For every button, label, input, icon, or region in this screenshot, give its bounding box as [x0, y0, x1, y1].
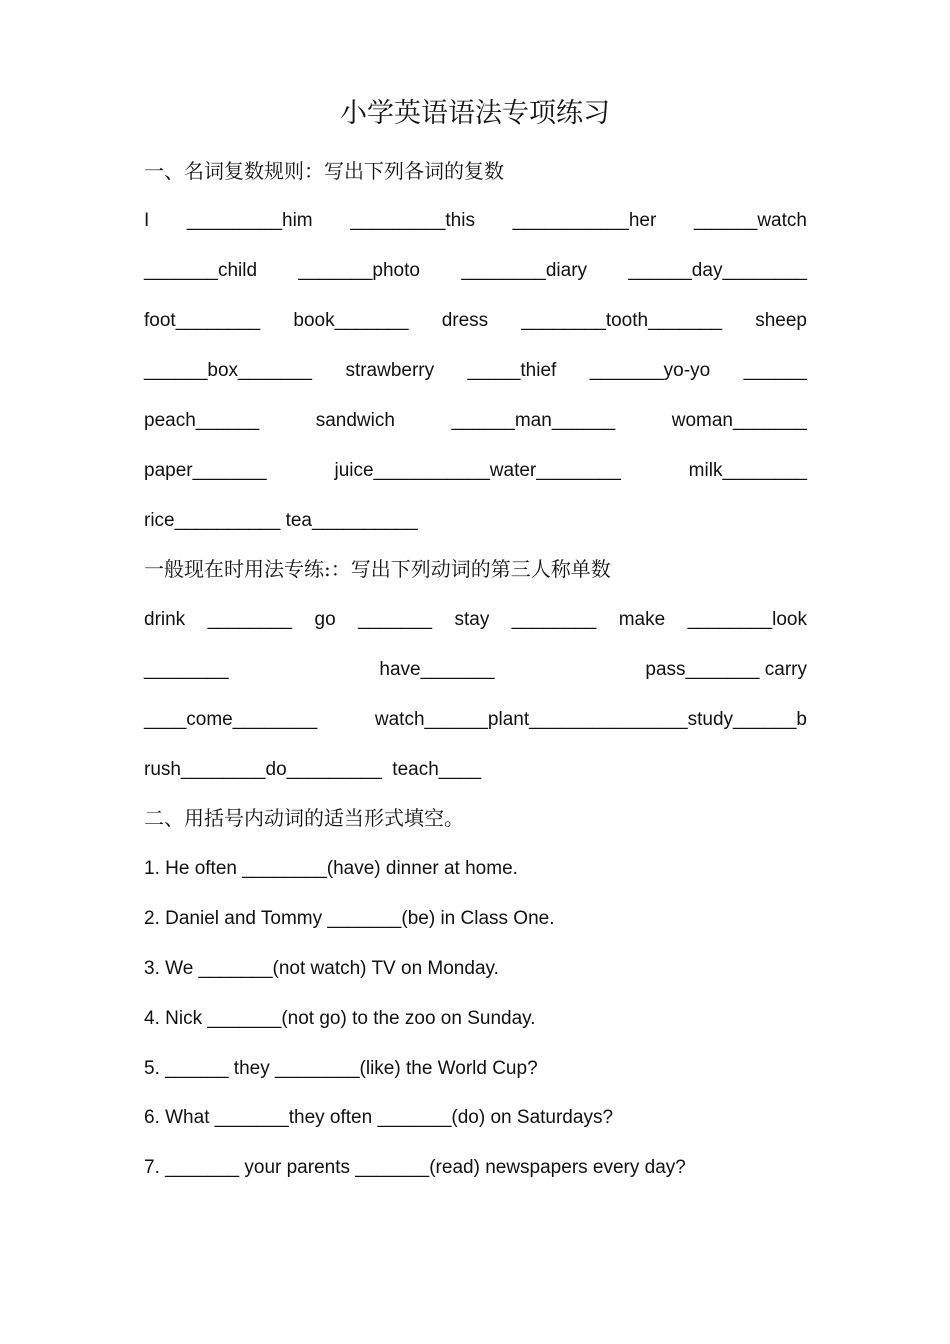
question-item	[144, 1104, 807, 1132]
word-blank: have_______	[379, 659, 495, 680]
exercise-row	[144, 656, 807, 684]
word-blank: make	[618, 609, 666, 630]
exercise-row	[144, 457, 807, 485]
word-blank: dress	[441, 310, 489, 331]
question-item	[144, 1154, 807, 1182]
exercise-row	[144, 756, 807, 784]
word-blank: _______photo	[298, 260, 420, 281]
word-blank: juice___________water________	[334, 460, 621, 481]
word-blank: paper_______	[144, 460, 267, 481]
exercise-row	[144, 507, 807, 535]
question-item	[144, 955, 807, 983]
question-item	[144, 855, 807, 883]
word-blank: _______child	[144, 260, 258, 281]
exercise-row	[144, 407, 807, 435]
exercise-row	[144, 706, 807, 734]
question-item	[144, 1005, 807, 1033]
question-item	[144, 905, 807, 933]
word-blank: peach______	[144, 410, 260, 431]
question-text: 6. What _______they often _______(do) on Saturdays?	[144, 1107, 614, 1128]
word-blank: ________look	[687, 609, 807, 630]
exercise-row	[144, 257, 807, 285]
word-blank: ______watch	[693, 210, 807, 231]
word-blank: _______yo-yo	[589, 360, 711, 381]
question-text: 1. He often ________(have) dinner at home.	[144, 858, 518, 879]
word-blank: ______day________	[628, 260, 807, 281]
word-blank: ________tooth_______	[521, 310, 723, 331]
word-blank: ________	[511, 609, 597, 630]
word-blank: book_______	[293, 310, 409, 331]
word-blank: woman_______	[671, 410, 807, 431]
word-blank: watch______plant_______________study______b	[374, 709, 807, 730]
word-blank: ______box_______	[144, 360, 313, 381]
word-blank: ________	[207, 609, 293, 630]
word-blank: ____come________	[144, 709, 318, 730]
word-blank: milk________	[688, 460, 807, 481]
word-blank: ________	[144, 659, 229, 680]
question-text: 2. Daniel and Tommy _______(be) in Class One.	[144, 908, 555, 929]
section-heading-plural-nouns: 一、名词复数规则：写出下列各词的复数	[144, 159, 504, 183]
word-blank: strawberry	[345, 360, 435, 381]
word-blank: ________diary	[461, 260, 588, 281]
word-blank: ______man______	[451, 410, 616, 431]
page-title: 小学英语语法专项练习	[340, 98, 610, 129]
word-blank: I	[144, 210, 150, 231]
word-blank: _______	[358, 609, 433, 630]
word-blank: pass_______ carry	[645, 659, 807, 680]
section-heading-verb-forms: 二、用括号内动词的适当形式填空。	[144, 806, 464, 830]
question-text: 5. ______ they ________(like) the World Cup?	[144, 1058, 538, 1079]
word-blank: ______	[743, 360, 807, 381]
word-blank: drink	[144, 609, 186, 630]
word-blank: ___________her	[512, 210, 657, 231]
exercise-row	[144, 606, 807, 634]
word-blank: foot________	[144, 310, 261, 331]
exercise-row	[144, 357, 807, 385]
word-blank: _____thief	[467, 360, 557, 381]
word-blank: _________this	[350, 210, 475, 231]
question-text: 4. Nick _______(not go) to the zoo on Sunday.	[144, 1008, 536, 1029]
word-blank: stay	[454, 609, 490, 630]
question-text: 3. We _______(not watch) TV on Monday.	[144, 958, 499, 979]
question-text: 7. _______ your parents _______(read) newspapers every day?	[144, 1157, 686, 1178]
exercise-row	[144, 307, 807, 335]
word-blank: rush________do_________ teach____	[144, 759, 482, 780]
word-blank: go	[314, 609, 336, 630]
exercise-row	[144, 207, 807, 235]
section-heading-third-person: 一般现在时用法专练:：写出下列动词的第三人称单数	[144, 557, 611, 581]
question-item	[144, 1055, 807, 1083]
word-blank: _________him	[186, 210, 313, 231]
word-blank: sandwich	[315, 410, 395, 431]
word-blank: rice__________ tea__________	[144, 510, 418, 531]
word-blank: sheep	[755, 310, 807, 331]
